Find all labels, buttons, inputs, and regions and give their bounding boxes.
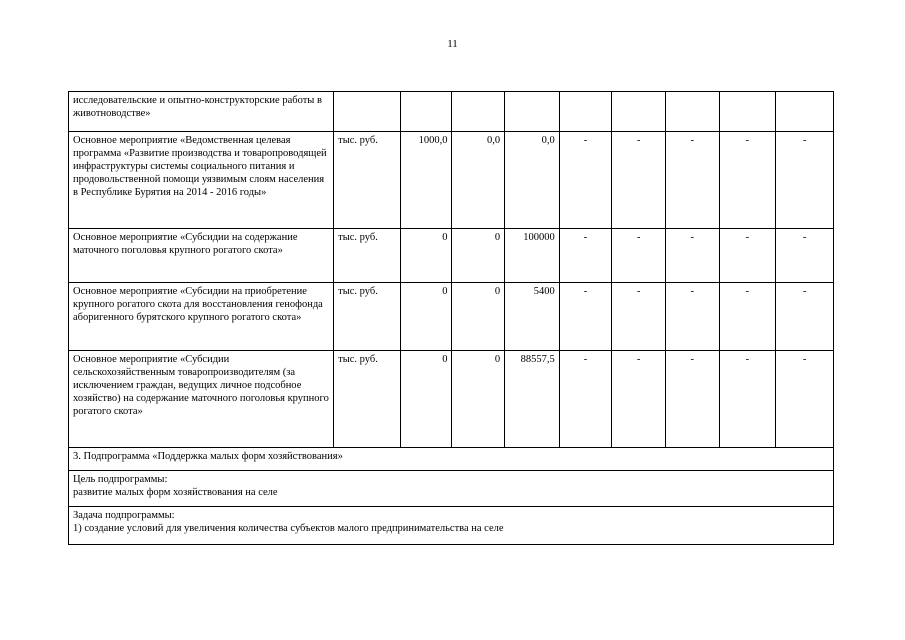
table-row <box>69 351 834 448</box>
goal-row <box>69 471 834 507</box>
value-cell: - <box>559 283 612 351</box>
value-cell: - <box>719 132 776 229</box>
value-cell: - <box>665 229 719 283</box>
value-cell: 0 <box>400 351 452 448</box>
subprogram-row <box>69 448 834 471</box>
goal-text: развитие малых форм хозяйствования на селе <box>73 487 278 498</box>
task-row <box>69 507 834 545</box>
value-cell: - <box>612 229 666 283</box>
task-text: 1) создание условий для увеличения количества субъектов малого предпринимательства на селе <box>73 523 504 534</box>
table-row <box>69 229 834 283</box>
value-cell: 0,0 <box>452 132 505 229</box>
value-cell: - <box>559 351 612 448</box>
value-cell: - <box>776 283 834 351</box>
value-cell <box>505 92 560 132</box>
program-table <box>68 91 834 545</box>
activity-description: исследовательские и опытно-конструкторские работы в животноводстве» <box>69 92 334 132</box>
value-cell: - <box>665 132 719 229</box>
value-cell <box>612 92 666 132</box>
value-cell <box>719 92 776 132</box>
value-cell: 0 <box>452 351 505 448</box>
page-number: 11 <box>447 38 458 50</box>
value-cell <box>400 92 452 132</box>
value-cell: 0 <box>452 283 505 351</box>
value-cell <box>559 92 612 132</box>
value-cell: - <box>719 351 776 448</box>
table-row <box>69 283 834 351</box>
table-row <box>69 132 834 229</box>
unit-cell: тыс. руб. <box>334 132 401 229</box>
unit-cell: тыс. руб. <box>334 283 401 351</box>
value-cell <box>776 92 834 132</box>
value-cell: - <box>719 229 776 283</box>
value-cell: - <box>559 229 612 283</box>
value-cell: - <box>665 351 719 448</box>
value-cell <box>665 92 719 132</box>
value-cell: - <box>665 283 719 351</box>
activity-description: Основное мероприятие «Ведомственная целевая программа «Развитие производства и товаропроводящей инфраструктуры системы социального питания и продовольственной помощи уязвимым слоям населения в Республике Бурятия на 2014 - 2016 годы» <box>69 132 334 229</box>
value-cell: - <box>612 283 666 351</box>
value-cell: - <box>776 132 834 229</box>
value-cell: 100000 <box>505 229 560 283</box>
unit-cell <box>334 92 401 132</box>
value-cell: - <box>776 351 834 448</box>
value-cell: 1000,0 <box>400 132 452 229</box>
unit-cell: тыс. руб. <box>334 351 401 448</box>
value-cell: 0 <box>400 283 452 351</box>
value-cell: - <box>612 351 666 448</box>
goal-label: Цель подпрограммы: <box>73 474 168 485</box>
value-cell: - <box>776 229 834 283</box>
value-cell: 0 <box>452 229 505 283</box>
activity-description: Основное мероприятие «Субсидии сельскохозяйственным товаропроизводителям (за исключением граждан, ведущих личное подсобное хозяйство) на содержание маточного поголовья крупного рогатого скота» <box>69 351 334 448</box>
value-cell <box>452 92 505 132</box>
value-cell: 0,0 <box>505 132 560 229</box>
value-cell: - <box>612 132 666 229</box>
value-cell: 0 <box>400 229 452 283</box>
activity-description: Основное мероприятие «Субсидии на содержание маточного поголовья крупного рогатого скота» <box>69 229 334 283</box>
task-label: Задача подпрограммы: <box>73 510 175 521</box>
value-cell: 88557,5 <box>505 351 560 448</box>
unit-cell: тыс. руб. <box>334 229 401 283</box>
table-row <box>69 92 834 132</box>
subprogram-title: 3. Подпрограмма «Поддержка малых форм хозяйствования» <box>69 448 834 471</box>
task-cell <box>69 507 834 545</box>
activity-description: Основное мероприятие «Субсидии на приобретение крупного рогатого скота для восстановления генофонда аборигенного бурятского крупного рогатого скота» <box>69 283 334 351</box>
value-cell: - <box>559 132 612 229</box>
value-cell: 5400 <box>505 283 560 351</box>
goal-cell <box>69 471 834 507</box>
value-cell: - <box>719 283 776 351</box>
